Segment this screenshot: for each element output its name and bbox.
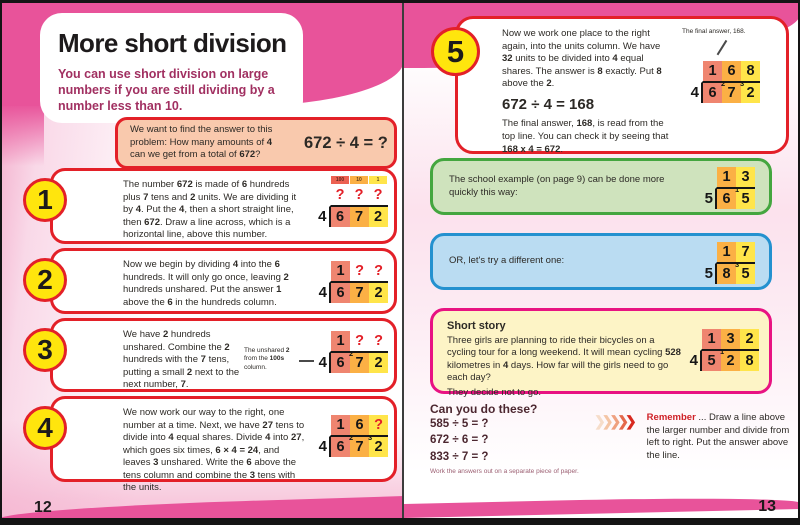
digit-cell: 1	[717, 242, 736, 262]
step-text: We have 2 hundreds unshared. Combine the 2 hundreds with the 7 tens, putting a small 2 next to the next number, 7.	[123, 329, 240, 391]
divisor-spacer	[316, 415, 329, 437]
step-card-5	[446, 16, 789, 155]
work-note: Work the answers out on a separate piece of paper.	[430, 467, 579, 475]
divisor: 4	[318, 284, 327, 301]
chevron-right-icon: ❯	[601, 413, 610, 429]
digit-cell: 6	[722, 61, 741, 81]
divisor: 4	[690, 84, 699, 101]
digit-cell: 2	[740, 329, 759, 349]
unshared-note: The unshared 2 from the 100s column.	[244, 347, 290, 371]
digit-cell: 2 7	[350, 437, 369, 457]
division-diagram-step4	[316, 415, 388, 457]
divisor: 4	[318, 438, 327, 455]
chevron-right-icon: ❯	[624, 413, 633, 429]
digit-cell: 1 5	[736, 189, 755, 209]
digit-cell: 6	[331, 437, 350, 457]
digit-cell: 7	[350, 207, 369, 227]
page-title: More short division	[58, 28, 287, 58]
step-text: We now work our way to the right, one number at a time. Next, we have 27 tens to divide into 4 equal shares. Divide 4 into 27, which goes six times, 6 × 4 = 24, and leaves 3 unshared. Write the 6 above the tens column and combine the 3 tens with the units.	[123, 407, 305, 494]
step5-paragraph-1: Now we work one place to the right again, into the units column. We have 32 units to be divided into 4 equal shares. The answer is 8 exactly. Put 8 above the 2.	[502, 28, 662, 90]
digit-cell: ?	[369, 415, 388, 435]
chevron-right-icons	[594, 414, 633, 462]
quotient-row	[702, 242, 755, 264]
dividend-row	[316, 433, 388, 457]
dividend-row	[316, 283, 388, 303]
blue-box-text: OR, let's try a different one:	[449, 255, 565, 267]
step-text: The number 672 is made of 6 hundreds plus 7 tens and 2 units. We are dividing it by 4. Put the 4, then a short straight line, then 672. Draw a line across, which is a horizontal line, above this number.	[123, 179, 297, 241]
division-diagram-step1	[316, 176, 389, 227]
digit-cell: 8	[717, 264, 736, 284]
division-diagram-step2	[316, 261, 388, 303]
right-page	[404, 0, 800, 525]
chevron-right-icon: ❯	[609, 413, 618, 429]
story-heading: Short story	[447, 320, 506, 332]
division-diagram-step3	[316, 331, 388, 373]
digit-cell: 8	[740, 351, 759, 371]
digit-cell: ?	[354, 187, 364, 203]
digit-cell: 2	[369, 283, 388, 303]
story-text: Three girls are planning to ride their bicycles on a cycling tour for a long weekend. It will mean cycling 528 kilometres in 4 days. How far will the girls need to go each day?	[447, 335, 681, 384]
remember-section	[594, 412, 794, 462]
digit-cell: 6	[331, 283, 350, 303]
title-card	[40, 13, 303, 123]
page-divider	[402, 0, 404, 525]
place-value-label: 100	[331, 176, 349, 184]
step-number-badge: 3	[23, 328, 67, 372]
dividend-row	[688, 79, 760, 103]
dividend-row	[316, 349, 388, 373]
digit-cell: 3	[736, 167, 755, 187]
divisor-spacer	[702, 242, 715, 264]
digit-cell: ?	[374, 333, 383, 349]
digit-cell: ?	[374, 263, 383, 279]
problem-equation: 672 ÷ 4 = ?	[304, 133, 388, 152]
step5-paragraph-2: The final answer, 168, is read from the top line. You can check it by seeing that 168 x 4 = 672.	[502, 118, 669, 155]
page-number-left: 12	[34, 499, 52, 516]
carried-digit: 3	[368, 433, 373, 442]
digit-cell: 7	[350, 283, 369, 303]
digit-cell: 2 7	[350, 353, 369, 373]
step-card-4	[37, 396, 397, 494]
step-card-3	[37, 318, 397, 392]
step-text: Now we begin by dividing 4 into the 6 hundreds. It will only go once, leaving 2 hundreds unshared. Put the answer 1 above the 6 in the hundreds column.	[123, 259, 289, 308]
place-value-label: 1	[369, 176, 387, 184]
remember-body: ... Draw a line above the larger number and divide from left to right. Put the answer above the line.	[646, 412, 790, 461]
digit-cell: 2	[369, 207, 388, 227]
intro-text: You can use short division on large numbers if you are still dividing by a number less than 10.	[58, 67, 275, 113]
digit-cell: 2	[369, 353, 388, 373]
digit-cell: 1	[331, 415, 350, 435]
divisor: 4	[318, 354, 327, 371]
digit-cell: ?	[355, 263, 364, 279]
division-diagram-story	[687, 329, 759, 371]
digit-cell: 1 2	[721, 351, 740, 371]
green-example-box	[430, 158, 772, 215]
can-you-section	[430, 402, 579, 475]
digit-cell: 5	[702, 351, 721, 371]
quotient-row	[316, 261, 388, 283]
practice-problem: 585 ÷ 5 = ?	[430, 418, 489, 430]
story-footer: They decide not to go.	[447, 387, 542, 399]
digit-cell: 6	[331, 353, 350, 373]
divisor-spacer	[316, 331, 329, 353]
pink-footer-wave	[404, 495, 800, 518]
carried-digit: 3	[740, 79, 745, 88]
divisor-spacer	[316, 261, 329, 283]
digit-cell: 6	[350, 415, 369, 435]
digit-cell: 2 7	[722, 83, 741, 103]
can-you-heading: Can you do these?	[430, 402, 538, 416]
place-value-header	[331, 176, 388, 184]
dividend-row	[316, 207, 389, 227]
digit-cell: 1	[703, 61, 722, 81]
quotient-row	[702, 167, 755, 189]
quotient-row	[316, 185, 389, 207]
remember-text	[647, 412, 794, 462]
digit-cell: 6	[703, 83, 722, 103]
practice-problem: 833 ÷ 7 = ?	[430, 450, 489, 463]
division-diagram-green	[702, 167, 755, 209]
digit-cell: 1	[702, 329, 721, 349]
final-answer-note: The final answer, 168.	[682, 28, 746, 35]
division-diagram-step5	[688, 61, 760, 103]
step-card-2	[37, 248, 397, 314]
digit-cell: 3 2	[741, 83, 760, 103]
dividend-row	[702, 185, 755, 209]
divisor-spacer	[316, 185, 329, 207]
place-value-label: 10	[350, 176, 368, 184]
step-number-badge: 1	[23, 178, 67, 222]
divisor: 4	[689, 352, 698, 369]
chevron-right-icon: ❯	[617, 413, 625, 429]
step-number-badge: 2	[23, 258, 67, 302]
digit-cell: 6	[331, 207, 350, 227]
pink-band-fade	[0, 104, 44, 166]
blue-example-box	[430, 233, 772, 290]
remember-keyword: Remember	[646, 412, 696, 423]
carried-digit: 2	[721, 79, 726, 88]
divisor-spacer	[687, 329, 700, 351]
divisor-spacer	[702, 167, 715, 189]
carried-digit: 3	[735, 260, 740, 269]
divisor-spacer	[688, 61, 701, 83]
step-number-badge: 5	[431, 27, 480, 76]
digit-cell: 3	[721, 329, 740, 349]
digit-cell: 7	[736, 242, 755, 262]
divisor: 5	[704, 190, 713, 207]
step-number-badge: 4	[23, 406, 67, 450]
carried-digit: 2	[349, 349, 354, 358]
digit-cell: 3 2	[369, 437, 388, 457]
digit-cell: ?	[335, 187, 345, 203]
dividend-row	[687, 347, 759, 371]
digit-cell: ?	[373, 187, 383, 203]
pointer-line	[299, 360, 314, 362]
step-card-1	[37, 168, 397, 244]
carried-digit: 1	[720, 347, 725, 356]
divisor: 5	[704, 265, 713, 282]
carried-digit: 2	[349, 433, 354, 442]
problem-text: We want to find the answer to this problem: How many amounts of 4 can we get from a total of 672?	[130, 124, 273, 161]
digit-cell: 1	[717, 167, 736, 187]
digit-cell: 1	[331, 331, 350, 351]
short-story-box	[430, 308, 772, 399]
digit-cell: 3 5	[736, 264, 755, 284]
carried-digit: 1	[735, 185, 740, 194]
problem-box	[115, 117, 397, 169]
digit-cell: ?	[355, 333, 364, 349]
digit-cell: 1	[331, 261, 350, 281]
practice-problem: 672 ÷ 6 = ?	[430, 434, 489, 447]
dividend-row	[702, 260, 755, 284]
step5-equation: 672 ÷ 4 = 168	[502, 95, 595, 113]
digit-cell: 8	[741, 61, 760, 81]
page-number-right: 13	[758, 498, 776, 515]
chevron-right-icon: ❯	[594, 413, 602, 429]
division-diagram-blue	[702, 242, 755, 284]
digit-cell: 6	[717, 189, 736, 209]
divisor: 4	[318, 208, 327, 225]
green-box-text: The school example (on page 9) can be done more quickly this way:	[449, 173, 665, 198]
